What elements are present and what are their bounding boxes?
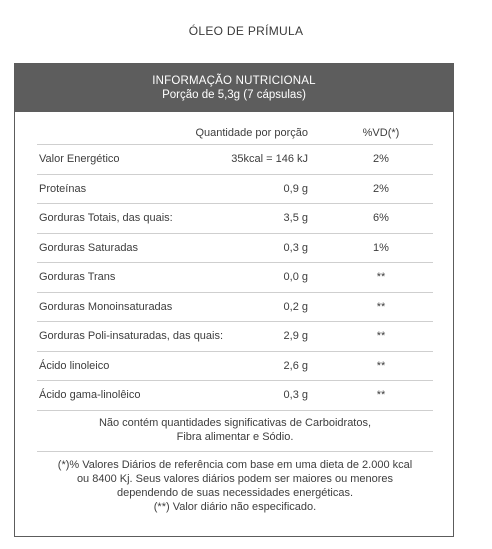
nutrient-quantity: 0,3 g (283, 241, 308, 254)
nutrient-dv: 1% (373, 241, 389, 254)
nutrient-name: Gorduras Totais, das quais: (39, 212, 173, 225)
table-row (37, 234, 433, 264)
nutrition-table (37, 122, 433, 411)
table-row (37, 204, 433, 234)
nutrient-quantity: 0,0 g (283, 271, 308, 284)
nutrient-quantity: 2,6 g (283, 359, 308, 372)
nutrient-name: Ácido gama-linolêico (39, 389, 141, 402)
nutrient-dv: 2% (373, 153, 389, 166)
daily-value-footnote (37, 458, 433, 514)
nutrient-name: Gorduras Poli-insaturadas, das quais: (39, 330, 224, 343)
nutrient-dv: ** (376, 359, 386, 372)
footnote-line: dependendo de suas necessidades energéticas. (116, 487, 354, 499)
panel-header (15, 64, 453, 112)
nutrition-panel (14, 63, 454, 537)
nutrient-name: Gorduras Monoinsaturadas (39, 300, 173, 313)
nutrient-quantity: 0,2 g (283, 300, 308, 313)
nutrient-name: Gorduras Trans (39, 271, 116, 284)
nutrient-name: Proteínas (39, 182, 87, 195)
serving-size: Porção de 5,3g (7 cápsulas) (162, 89, 306, 101)
nutrient-dv: ** (376, 389, 386, 402)
carbohydrates-note (37, 409, 433, 452)
nutrient-name: Ácido linoleico (39, 359, 110, 372)
nutrient-quantity: 2,9 g (283, 330, 308, 343)
table-row (37, 352, 433, 382)
panel-title: INFORMAÇÃO NUTRICIONAL (152, 75, 316, 87)
footnote-line: ou 8400 Kj. Seus valores diários podem ser maiores ou menores (76, 473, 394, 485)
nutrient-name: Valor Energético (39, 153, 120, 166)
nutrient-dv: ** (376, 330, 386, 343)
nutrient-name: Gorduras Saturadas (39, 241, 139, 254)
note-line: Não contém quantidades significativas de Carboidratos, (98, 417, 372, 429)
table-row (37, 145, 433, 175)
footnote-line: (**) Valor diário não especificado. (153, 501, 317, 513)
header-dv: %VD(*) (362, 127, 400, 139)
nutrient-quantity: 3,5 g (283, 212, 308, 225)
table-row (37, 293, 433, 323)
nutrient-dv: ** (376, 271, 386, 284)
nutrient-quantity: 0,9 g (283, 182, 308, 195)
footnote-line: (*)% Valores Diários de referência com base em uma dieta de 2.000 kcal (57, 459, 413, 471)
nutrient-dv: ** (376, 300, 386, 313)
table-row (37, 381, 433, 411)
header-quantity: Quantidade por porção (195, 127, 308, 139)
nutrient-quantity: 0,3 g (283, 389, 308, 402)
page-title: ÓLEO DE PRÍMULA (188, 24, 304, 38)
nutrient-dv: 6% (373, 212, 389, 225)
table-row (37, 175, 433, 205)
table-row (37, 263, 433, 293)
table-header-row (37, 122, 433, 145)
nutrient-quantity: 35kcal = 146 kJ (231, 153, 308, 166)
note-line: Fibra alimentar e Sódio. (176, 431, 294, 443)
nutrient-dv: 2% (373, 182, 389, 195)
table-row (37, 322, 433, 352)
